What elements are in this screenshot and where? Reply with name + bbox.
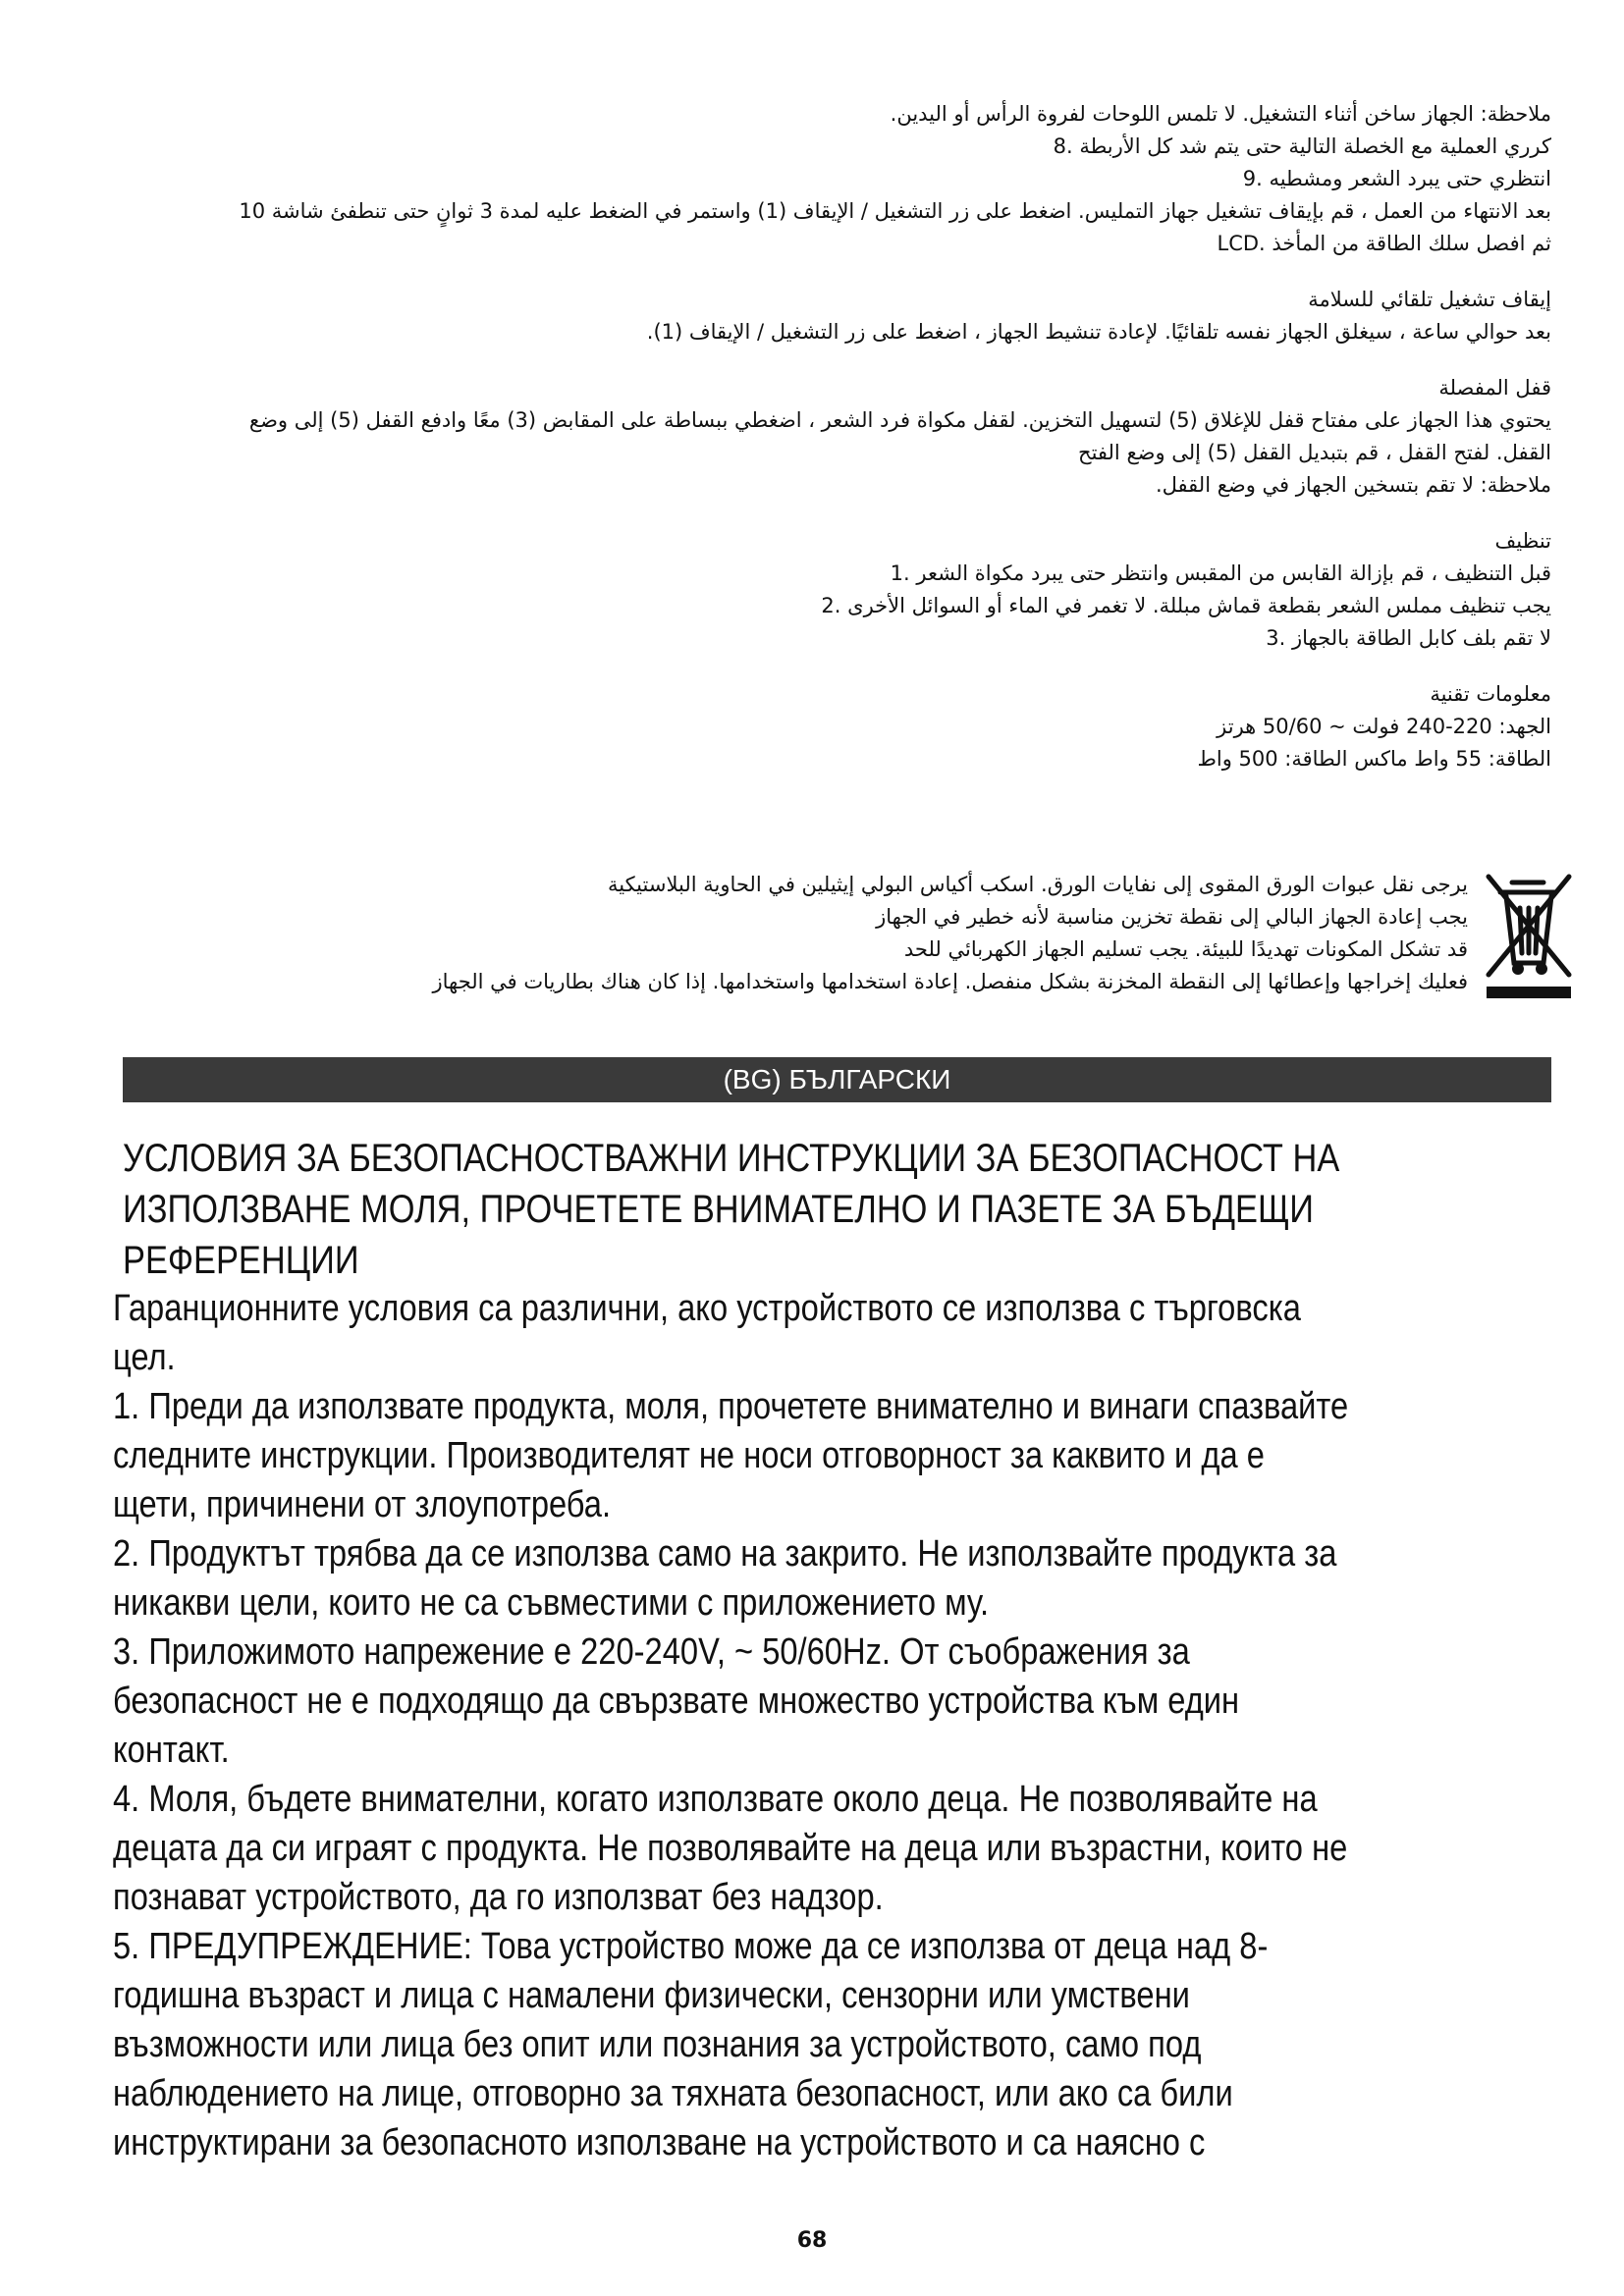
language-section-bar: (BG) БЪЛГАРСКИ [123, 1057, 1551, 1102]
ar-step-10-cont: ثم افصل سلك الطاقة من المأخذ .LCD [1217, 232, 1551, 255]
ar-note-hot: ملاحظة: الجهاز ساخن أثناء التشغيل. لا تلمس اللوحات لفروة الرأس أو اليدين. [890, 102, 1551, 126]
bg-line: цел. [113, 1337, 176, 1378]
weee-crossed-bin-icon [1483, 869, 1576, 1006]
page-number: 68 [796, 2228, 828, 2253]
ar-cleaning-1: قبل التنظيف ، قم بإزالة القابس من المقبس وانتظر حتى يبرد مكواة الشعر .1 [890, 561, 1551, 585]
recycle-line-4: فعليك إخراجها وإعطائها إلى النقطة المخزنة بشكل منفصل. إعادة استخدامها واستخدامها. إذا كان هناك بطاريات في الجهاز [432, 970, 1468, 993]
bg-line: контакт. [113, 1730, 230, 1771]
ar-cleaning-2: يجب تنظيف مملس الشعر بقطعة قماش مبللة. لا تغمر في الماء أو السوائل الأخرى .2 [821, 594, 1551, 617]
ar-step-9: انتظري حتى يبرد الشعر ومشطيه .9 [1242, 167, 1551, 190]
arabic-section [123, 98, 1551, 775]
bg-line: децата да си играят с продукта. Не позволявайте на деца или възрастни, които не [113, 1828, 1348, 1869]
ar-tech-power: الطاقة: 55 واط ماكس الطاقة: 500 واط [1197, 747, 1551, 771]
bg-line: 5. ПРЕДУПРЕЖДЕНИЕ: Това устройство може да се използва от деца над 8- [113, 1926, 1269, 1967]
recycle-line-3: قد تشكل المكونات تهديدًا للبيئة. يجب تسليم الجهاز الكهربائي للحد [903, 937, 1468, 961]
bg-line: 3. Приложимото напрежение е 220-240V, ~ 50/60Hz. От съображения за [113, 1631, 1190, 1673]
ar-lock-text-2: القفل. لفتح القفل ، قم بتبديل القفل (5) إلى وضع الفتح [1078, 441, 1551, 464]
recycle-line-1: يرجى نقل عبوات الورق المقوى إلى نفايات الورق. اسكب أكياس البولي إيثيلين في الحاوية البلاستيكية [607, 873, 1468, 896]
ar-heading-lock: قفل المفصلة [1438, 376, 1551, 400]
bg-heading-line-2: ИЗПОЛЗВАНЕ МОЛЯ, ПРОЧЕТЕТЕ ВНИМАТЕЛНО И ПАЗЕТЕ ЗА БЪДЕЩИ [123, 1188, 1314, 1231]
ar-heading-tech: معلومات تقنية [1430, 682, 1551, 706]
ar-step-8: كرري العملية مع الخصلة التالية حتى يتم شد كل الأربطة .8 [1053, 134, 1551, 158]
ar-tech-voltage: الجهد: 220-240 فولت ~ 50/60 هرتز [1217, 715, 1551, 738]
bg-line: 2. Продуктът трябва да се използва само на закрито. Не използвайте продукта за [113, 1533, 1337, 1575]
bg-line: безопасност не е подходящо да свързвате множество устройства към един [113, 1681, 1240, 1722]
ar-auto-off-text: بعد حوالي ساعة ، سيغلق الجهاز نفسه تلقائيًا. لإعادة تنشيط الجهاز ، اضغط على زر التشغيل / الإيقاف (1). [646, 320, 1551, 344]
bg-line: познават устройството, да го използват без надзор. [113, 1877, 884, 1918]
ar-heading-auto-off: إيقاف تشغيل تلقائي للسلامة [1308, 288, 1551, 311]
bg-line: щети, причинени от злоупотреба. [113, 1484, 612, 1525]
ar-lock-note: ملاحظة: لا تقم بتسخين الجهاز في وضع القفل. [1155, 473, 1551, 497]
bg-instructions-body [113, 1284, 1363, 2167]
ar-cleaning-3: لا تقم بلف كابل الطاقة بالجهاز .3 [1266, 626, 1551, 650]
recycle-line-2: يجب إعادة الجهاز البالي إلى نقطة تخزين مناسبة لأنه خطير في الجهاز [876, 905, 1468, 929]
bg-heading-line-3: РЕФЕРЕНЦИИ [123, 1239, 359, 1282]
bg-line: възможности или лица без опит или познания за устройството, само под [113, 2024, 1202, 2065]
bg-line: никакви цели, които не са съвместими с приложението му. [113, 1582, 990, 1624]
ar-heading-cleaning: تنظيف [1494, 529, 1551, 553]
bg-line: следните инструкции. Производителят не носи отговорност за каквито и да е [113, 1435, 1265, 1476]
bg-line: Гаранционните условия са различни, ако устройството се използва с търговска [113, 1288, 1301, 1329]
ar-step-10: بعد الانتهاء من العمل ، قم بإيقاف تشغيل جهاز التمليس. اضغط على زر التشغيل / الإيقاف (1) واستمر في الضغط عليه لمدة 3 ثوانٍ حتى تنطفئ شاشة 10 [239, 199, 1551, 223]
bg-heading-line-1: УСЛОВИЯ ЗА БЕЗОПАСНОСТВАЖНИ ИНСТРУКЦИИ ЗА БЕЗОПАСНОСТ НА [123, 1137, 1340, 1180]
bg-line: наблюдението на лице, отговорно за тяхната безопасност, или ако са били [113, 2073, 1233, 2114]
bg-safety-heading [123, 1133, 1338, 1286]
bg-line: инструктирани за безопасното използване на устройството и са наясно с [113, 2122, 1206, 2163]
bg-line: 1. Преди да използвате продукта, моля, прочетете внимателно и винаги спазвайте [113, 1386, 1349, 1427]
recycling-notice [152, 869, 1576, 1011]
bg-line: годишна възраст и лица с намалени физически, сензорни или умствени [113, 1975, 1190, 2016]
bg-line: 4. Моля, бъдете внимателни, когато използвате около деца. Не позволявайте на [113, 1779, 1318, 1820]
ar-lock-text-1: يحتوي هذا الجهاز على مفتاح قفل للإغلاق (5) لتسهيل التخزين. لقفل مكواة فرد الشعر ، اضغطي ببساطة على المقابض (3) معًا وادفع القفل (5) إلى وضع [248, 408, 1551, 432]
